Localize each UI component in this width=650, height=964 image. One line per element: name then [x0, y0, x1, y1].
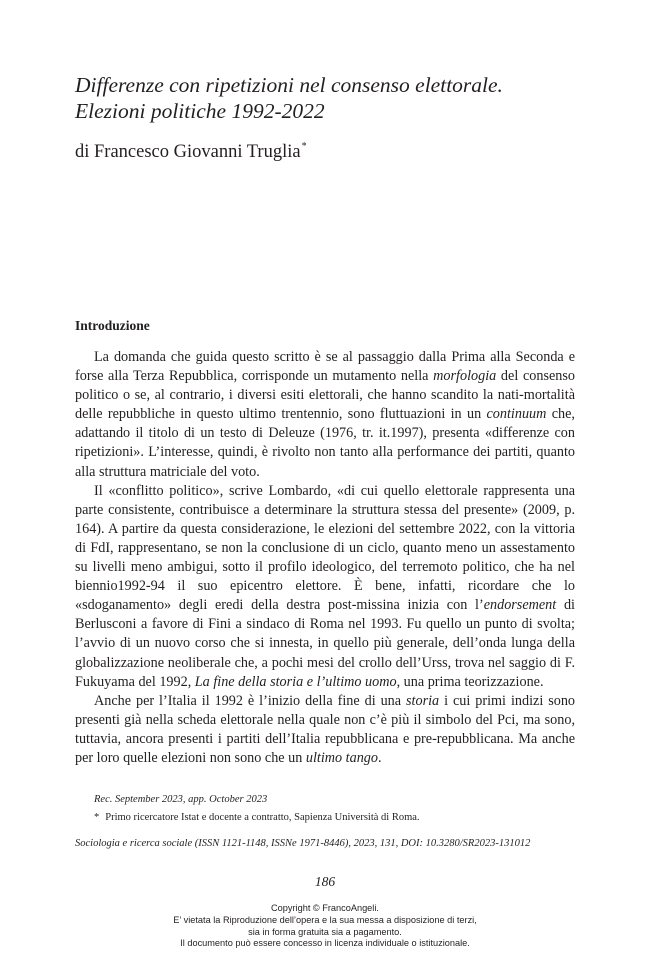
text-run: Il «conflitto politico», scrive Lombardo, «di cui quello elettorale rappresenta una parte consistente, contribuisce a determinare la struttura stessa del presente» (2009, p. 164). A partire da questa considerazione, le elezioni del settembre 2022, con la vittoria di FdI, rappresentano, se non la conclusione di un ciclo, quanto meno un assestamento su livelli meno ambigui, sotto il profilo ideologico, del terremoto politico, che ha nel biennio1992-94 il suo epicentro elettore. È bene, infatti, ricordare che lo «sdoganamento» degli eredi della destra post-missina inizia con l’ — [75, 482, 575, 614]
italic-text-run: morfologia — [433, 368, 497, 385]
italic-text-run: La fine della storia e l’ultimo uomo — [194, 673, 397, 690]
copyright-notice — [0, 903, 650, 950]
author-footnote-mark: * — [301, 141, 307, 152]
copyright-line-2: E’ vietata la Riproduzione dell’opera e la sua messa a disposizione di terzi, — [173, 914, 477, 925]
text-run: Anche per l’Italia il 1992 è l’inizio della fine di una — [94, 692, 407, 709]
text-run: i cui primi indizi sono presenti già nella scheda elettorale nella quale non c’è più il simbolo del Pci, ma sono, tuttavia, ancora presenti i partiti dell’Italia repubblicana e pre-repubblicana. Ma anche per loro quelle elezioni non sono che un — [75, 692, 576, 766]
footnote — [94, 812, 420, 823]
footnote-text: Primo ricercatore Istat e docente a contratto, Sapienza Università di Roma. — [105, 812, 420, 823]
page-number: 186 — [314, 874, 336, 889]
italic-text-run: ultimo tango — [305, 749, 378, 766]
body-text — [75, 348, 575, 768]
text-run: La domanda che guida questo scritto è se al passaggio dalla Prima alla Seconda e forse alla Terza Repubblica, corrisponde un mutamento nella — [75, 349, 575, 385]
title-line-1: Differenze con ripetizioni nel consenso elettorale. — [75, 73, 503, 97]
italic-text-run: endorsement — [483, 597, 557, 614]
author-line — [75, 141, 307, 163]
italic-text-run: continuum — [486, 406, 547, 423]
text-run: , una prima teorizzazione. — [396, 673, 544, 690]
section-heading: Introduzione — [75, 318, 150, 333]
article-title — [75, 72, 595, 124]
received-note: Rec. September 2023, app. October 2023 — [94, 794, 268, 805]
italic-text-run: storia — [406, 692, 440, 709]
copyright-line-1: Copyright © FrancoAngeli. — [271, 903, 379, 913]
journal-citation: Sociologia e ricerca sociale (ISSN 1121-1148, ISSNe 1971-8446), 2023, 131, DOI: 10.3280/SR2023-131012 — [75, 838, 531, 849]
text-run: che, adattando il titolo di un testo di Deleuze (1976, tr. it.1997), presenta «differenze con ripetizioni». L’interesse, quindi, è rivolto non tanto alla performance dei partiti, quanto alla struttura matriciale del voto. — [75, 406, 575, 480]
text-run: . — [378, 749, 382, 766]
text-run: di Berlusconi a favore di Fini a sindaco di Roma nel 1993. Fu quello un punto di svolta; l’avvio di un nuovo corso che si innesta, in quello più generale, dell’onda lunga della globalizzazione neoliberale che, a pochi mesi del crollo dell’Urss, trova nel saggio di F. Fukuyama del 1992, — [75, 597, 575, 690]
paragraph-1 — [75, 348, 575, 482]
author-name: di Francesco Giovanni Truglia — [75, 142, 301, 162]
paragraph-2 — [75, 482, 575, 692]
copyright-line-4: Il documento può essere concesso in licenza individuale o istituzionale. — [180, 938, 470, 949]
title-line-2: Elezioni politiche 1992-2022 — [75, 99, 325, 123]
paragraph-3 — [75, 692, 575, 768]
copyright-line-3: sia in forma gratuita sia a pagamento. — [248, 926, 402, 937]
text-run: del consenso politico o se, al contrario, i diversi esiti elettorali, che hanno scandito la nati-mortalità delle repubbliche in questo ultimo trentennio, sono fluttuazioni in un — [75, 368, 575, 423]
footnote-mark: * — [94, 812, 100, 823]
